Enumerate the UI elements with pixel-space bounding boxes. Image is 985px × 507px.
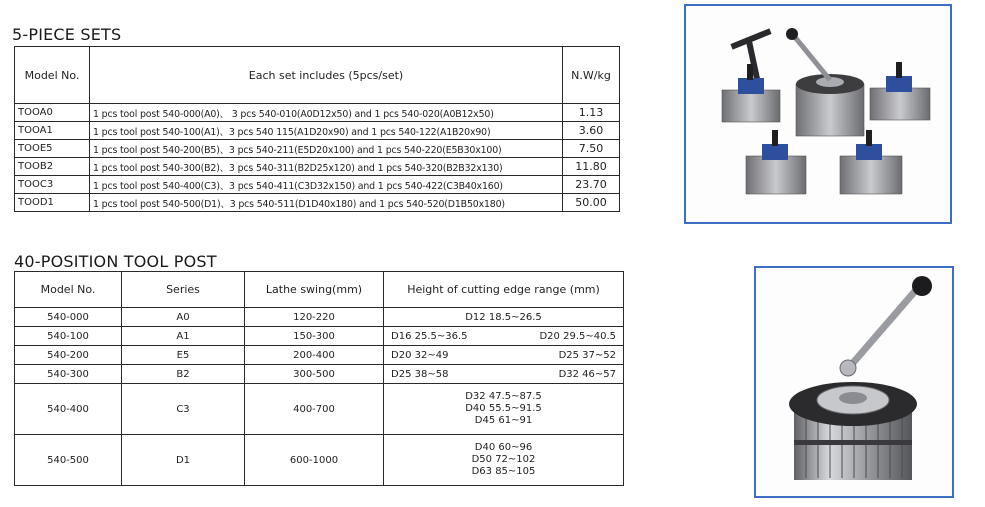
sets-model-cell: TOOA1 — [15, 122, 90, 140]
table-row — [15, 140, 620, 158]
post-model-cell: 540-000 — [15, 308, 122, 327]
sets-includes-cell: 1 pcs tool post 540-300(B2)、3 pcs 540-311(B2D25x120) and 1 pcs 540-320(B2B32x130) — [90, 158, 563, 176]
table-row — [15, 346, 624, 365]
post-model-cell: 540-200 — [15, 346, 122, 365]
height-range: D50 72~102 — [471, 454, 536, 465]
post-height-cell — [384, 435, 624, 486]
sets-weight-cell: 3.60 — [563, 122, 620, 140]
sets-table — [14, 46, 620, 212]
sets-section-title: 5-PIECE SETS — [12, 25, 122, 44]
post-height-cell — [384, 384, 624, 435]
sets-header-row — [15, 47, 620, 104]
post-series-cell: E5 — [122, 346, 245, 365]
height-range: D25 38~58 — [391, 368, 449, 380]
sets-weight-cell: 50.00 — [563, 194, 620, 212]
height-range: D45 61~91 — [474, 415, 533, 426]
post-model-cell: 540-500 — [15, 435, 122, 486]
post-height-cell — [384, 308, 624, 327]
height-range: D20 32~49 — [391, 349, 449, 361]
tool-holder-icon — [840, 130, 902, 194]
post-section-title: 40-POSITION TOOL POST — [14, 252, 217, 271]
table-row — [15, 384, 624, 435]
sets-header-model: Model No. — [15, 47, 90, 104]
tool-post-icon — [786, 28, 864, 136]
post-series-cell: A0 — [122, 308, 245, 327]
post-swing-cell: 200-400 — [245, 346, 384, 365]
table-row — [15, 122, 620, 140]
post-model-cell: 540-400 — [15, 384, 122, 435]
post-series-cell: B2 — [122, 365, 245, 384]
post-model-cell: 540-300 — [15, 365, 122, 384]
tool-post-body-icon — [789, 360, 917, 480]
tool-holder-icon — [870, 62, 930, 120]
height-range: D32 47.5~87.5 — [465, 391, 542, 402]
table-row — [15, 176, 620, 194]
height-range: D40 60~96 — [474, 442, 533, 453]
post-table — [14, 271, 624, 486]
table-row — [15, 365, 624, 384]
table-row — [15, 158, 620, 176]
post-series-cell: C3 — [122, 384, 245, 435]
sets-includes-cell: 1 pcs tool post 540-400(C3)、3 pcs 540-411(C3D32x150) and 1 pcs 540-422(C3B40x160) — [90, 176, 563, 194]
post-header-height: Height of cutting edge range (mm) — [384, 272, 624, 308]
sets-weight-cell: 23.70 — [563, 176, 620, 194]
table-row — [15, 435, 624, 486]
sets-weight-cell: 1.13 — [563, 104, 620, 122]
sets-header-includes: Each set includes (5pcs/set) — [90, 47, 563, 104]
lever-handle-icon — [852, 276, 932, 364]
post-header-model: Model No. — [15, 272, 122, 308]
sets-includes-cell: 1 pcs tool post 540-100(A1)、3 pcs 540 115(A1D20x90) and 1 pcs 540-122(A1B20x90) — [90, 122, 563, 140]
post-swing-cell: 400-700 — [245, 384, 384, 435]
tool-post-photo — [754, 266, 954, 498]
height-range: D25 37~52 — [558, 349, 616, 361]
sets-includes-cell: 1 pcs tool post 540-500(D1)、3 pcs 540-511(D1D40x180) and 1 pcs 540-520(D1B50x180) — [90, 194, 563, 212]
height-range: D40 55.5~91.5 — [465, 403, 542, 414]
sets-includes-cell: 1 pcs tool post 540-200(B5)、3 pcs 540-211(E5D20x100) and 1 pcs 540-220(E5B30x100) — [90, 140, 563, 158]
post-height-cell — [384, 327, 624, 346]
post-swing-cell: 120-220 — [245, 308, 384, 327]
sets-model-cell: TOOD1 — [15, 194, 90, 212]
sets-model-cell: TOOA0 — [15, 104, 90, 122]
tool-holder-icon — [722, 64, 780, 122]
height-range: D63 85~105 — [471, 466, 536, 477]
post-header-swing: Lathe swing(mm) — [245, 272, 384, 308]
sets-model-cell: TOOB2 — [15, 158, 90, 176]
tool-holder-icon — [746, 130, 806, 194]
sets-header-weight: N.W/kg — [563, 47, 620, 104]
height-range: D20 29.5~40.5 — [539, 330, 616, 342]
post-series-cell: D1 — [122, 435, 245, 486]
post-swing-cell: 600-1000 — [245, 435, 384, 486]
sets-model-cell: TOOC3 — [15, 176, 90, 194]
height-range: D12 18.5~26.5 — [465, 311, 542, 323]
post-header-row — [15, 272, 624, 308]
height-range: D32 46~57 — [558, 368, 616, 380]
post-swing-cell: 150-300 — [245, 327, 384, 346]
table-row — [15, 104, 620, 122]
table-row — [15, 194, 620, 212]
height-range: D16 25.5~36.5 — [391, 330, 468, 342]
post-header-series: Series — [122, 272, 245, 308]
post-swing-cell: 300-500 — [245, 365, 384, 384]
post-height-cell — [384, 346, 624, 365]
post-height-cell — [384, 365, 624, 384]
sets-includes-cell: 1 pcs tool post 540-000(A0)、 3 pcs 540-010(A0D12x50) and 1 pcs 540-020(A0B12x50) — [90, 104, 563, 122]
table-row — [15, 308, 624, 327]
sets-model-cell: TOOE5 — [15, 140, 90, 158]
sets-weight-cell: 7.50 — [563, 140, 620, 158]
post-series-cell: A1 — [122, 327, 245, 346]
tool-post-illustration — [756, 268, 952, 496]
table-row — [15, 327, 624, 346]
tool-set-illustration — [686, 6, 950, 222]
sets-weight-cell: 11.80 — [563, 158, 620, 176]
post-model-cell: 540-100 — [15, 327, 122, 346]
tool-set-photo — [684, 4, 952, 224]
